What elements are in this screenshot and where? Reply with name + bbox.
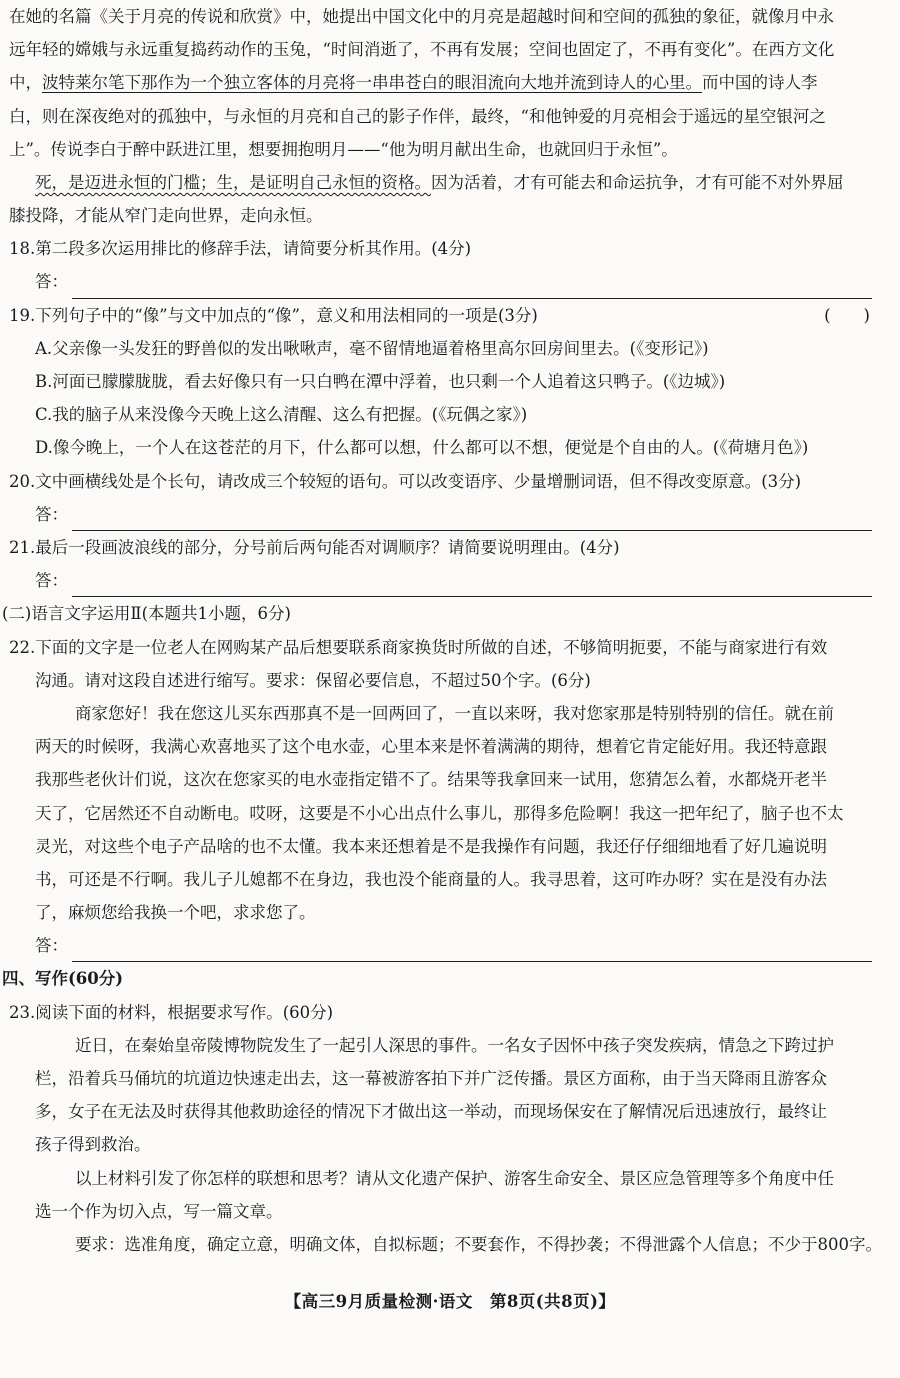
question-20: 20.文中画横线处是个长句，请改成三个较短的语句。可以改变语序、少量增删词语，但不得改变原意。(3分) <box>9 471 802 491</box>
answer-label: 答： <box>35 571 68 591</box>
q22-passage-line: 灵光，对这些个电子产品啥的也不太懂。我本来还想着是不是我操作有问题，我还仔仔细细地看了好几遍说明 <box>35 836 827 856</box>
q22-passage-line: 了，麻烦您给我换一个吧，求求您了。 <box>35 903 316 923</box>
question-19 <box>0 299 900 332</box>
underlined-sentence: 波特莱尔笔下那作为一个独立客体的月亮将一串串苍白的眼泪流向大地并流到诗人的心里。 <box>42 73 702 93</box>
q22-passage-line: 两天的时候呀，我满心欢喜地买了这个电水壶，心里本来是怀着满满的期待，想着它肯定能好用。我还特意跟 <box>35 737 827 757</box>
answer-label: 答： <box>35 936 68 956</box>
answer-line[interactable] <box>72 937 872 962</box>
material-line: 孩子得到救治。 <box>35 1135 151 1155</box>
q22-passage-line: 商家您好！我在您这儿买东西那真不是一回两回了，一直以来呀，我对您家那是特别特别的信任。就在前 <box>75 703 834 723</box>
passage-line: 远年轻的嫦娥与永远重复捣药动作的玉兔，“时间消逝了，不再有发展；空间也固定了，不再有变化”。在西方文化 <box>9 40 835 60</box>
passage-line: 上”。传说李白于醉中跃进江里，想要拥抱明月——“他为明月献出生命，也就回归于永恒”。 <box>9 139 678 159</box>
question-19-text: 19.下列句子中的“像”与文中加点的“像”，意义和用法相同的一项是(3分) <box>9 305 538 325</box>
question-23: 23.阅读下面的材料，根据要求写作。(60分) <box>9 1002 334 1022</box>
answer-area-20[interactable] <box>0 498 900 531</box>
material-line: 栏，沿着兵马俑坑的坑道边快速走出去，这一幕被游客拍下并广泛传播。景区方面称，由于当天降雨且游客众 <box>35 1069 827 1088</box>
question-21: 21.最后一段画波浪线的部分，分号前后两句能否对调顺序？请简要说明理由。(4分) <box>9 538 620 557</box>
page-footer: 【高三9月质量检测·语文 第8页(共8页)】 <box>284 1292 616 1311</box>
prompt-line: 以上材料引发了你怎样的联想和思考？请从文化遗产保护、游客生命安全、景区应急管理等多个角度中任 <box>75 1168 834 1188</box>
passage-text: 而中国的诗人李 <box>702 73 818 93</box>
answer-parenthesis[interactable]: ( ) <box>824 305 870 325</box>
requirements-line: 要求：选准角度，确定立意，明确文体，自拟标题；不要套作，不得抄袭；不得泄露个人信息；不少于800字。 <box>75 1234 882 1254</box>
material-line: 近日，在秦始皇帝陵博物院发生了一起引人深思的事件。一名女子因怀中孩子突发疾病，情急之下跨过护 <box>75 1035 834 1055</box>
question-22-line: 22.下面的文字是一位老人在网购某产品后想要联系商家换货时所做的自述，不够简明扼要，不能与商家进行有效 <box>9 637 828 657</box>
section-heading: 四、写作(60分) <box>2 969 124 989</box>
answer-area-18[interactable] <box>0 266 900 299</box>
answer-line[interactable] <box>72 572 872 597</box>
passage-line <box>0 166 900 199</box>
question-18: 18.第二段多次运用排比的修辞手法，请简要分析其作用。(4分) <box>9 239 472 259</box>
wavy-underlined-sentence: 死，是迈进永恒的门槛；生，是证明自己永恒的资格。 <box>35 172 431 192</box>
answer-line[interactable] <box>72 506 872 531</box>
passage-line: 白，则在深夜绝对的孤独中，与永恒的月亮和自己的影子作伴，最终，“和他钟爱的月亮相会于遥远的星空银河之 <box>9 106 826 126</box>
answer-area-22[interactable] <box>0 929 900 962</box>
passage-line: 在她的名篇《关于月亮的传说和欣赏》中，她提出中国文化中的月亮是超越时间和空间的孤独的象征，就像月中永 <box>9 7 834 26</box>
section-heading: (二)语言文字运用Ⅱ(本题共1小题，6分) <box>2 604 291 624</box>
answer-label: 答： <box>35 504 68 524</box>
answer-label: 答： <box>35 272 68 292</box>
prompt-line: 选一个作为切入点，写一篇文章。 <box>35 1201 283 1221</box>
passage-text: 中， <box>9 73 42 93</box>
answer-area-21[interactable] <box>0 564 900 597</box>
passage-text: 因为活着，才有可能去和命运抗争，才有可能不对外界屈 <box>431 172 844 192</box>
passage-line: 膝投降，才能从窄门走向世界，走向永恒。 <box>9 206 323 226</box>
option-b: B.河面已朦朦胧胧，看去好像只有一只白鸭在潭中浮着，也只剩一个人追着这只鸭子。(《边城》) <box>35 372 726 392</box>
q22-passage-line: 书，可还是不行啊。我儿子儿媳都不在身边，我也没个能商量的人。我寻思着，这可咋办呀？实在是没有办法 <box>35 869 827 889</box>
answer-line[interactable] <box>72 274 872 299</box>
q22-passage-line: 我那些老伙计们说，这次在您家买的电水壶指定错不了。结果等我拿回来一试用，您猜怎么着，水都烧开老半 <box>35 770 827 790</box>
passage-line <box>0 66 900 99</box>
option-c: C.我的脑子从来没像今天晚上这么清醒、这么有把握。(《玩偶之家》) <box>35 405 528 425</box>
option-a: A.父亲像一头发狂的野兽似的发出啾啾声，毫不留情地逼着格里高尔回房间里去。(《变形记》) <box>35 338 709 358</box>
option-d: D.像今晚上，一个人在这苍茫的月下，什么都可以想，什么都可以不想，便觉是个自由的人。(《荷塘月色》) <box>35 438 809 458</box>
question-22-line: 沟通。请对这段自述进行缩写。要求：保留必要信息，不超过50个字。(6分) <box>35 670 591 690</box>
material-line: 多，女子在无法及时获得其他救助途径的情况下才做出这一举动，而现场保安在了解情况后迅速放行，最终让 <box>35 1102 827 1122</box>
q22-passage-line: 天了，它居然还不自动断电。哎呀，这要是不小心出点什么事儿，那得多危险啊！我这一把年纪了，脑子也不太 <box>35 803 844 823</box>
